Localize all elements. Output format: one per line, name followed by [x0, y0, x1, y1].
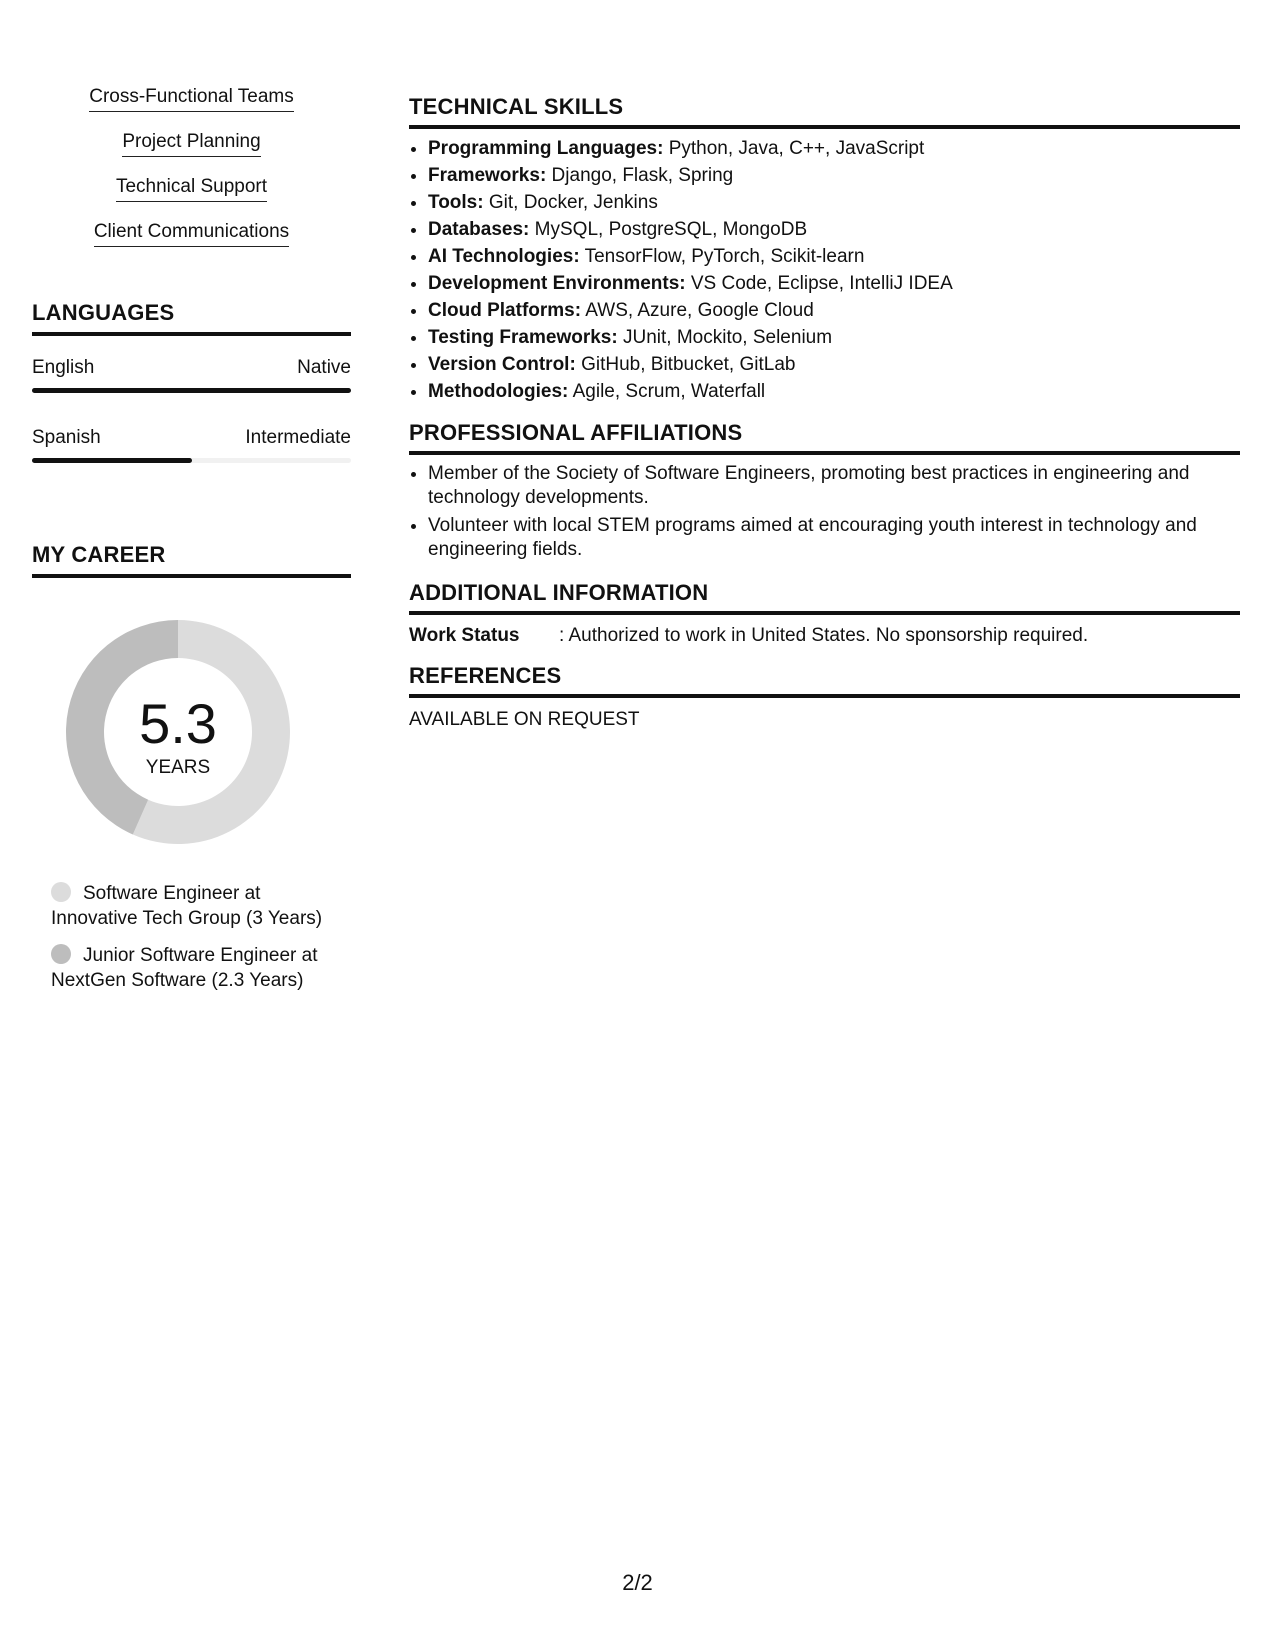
language-item — [32, 427, 351, 463]
list-item: • Member of the Society of Software Engineers, promoting best practices in engineering and technology developments. — [428, 462, 1259, 510]
affiliations-heading: PROFESSIONAL AFFILIATIONS — [409, 420, 1240, 455]
language-proficiency-fill — [32, 458, 192, 463]
language-name: English — [32, 357, 95, 378]
list-item — [428, 189, 1259, 216]
legend-label: Junior Software Engineer at NextGen Software (2.3 Years) — [51, 945, 318, 991]
list-item — [428, 378, 1259, 405]
career-legend-item — [51, 881, 351, 931]
list-item: • Volunteer with local STEM programs aimed at encouraging youth interest in technology and engineering fields. — [428, 514, 1259, 562]
skill-category: Testing Frameworks: — [428, 327, 618, 348]
references-heading: REFERENCES — [409, 663, 1240, 698]
list-item — [428, 216, 1259, 243]
list-item — [428, 135, 1259, 162]
additional-info-heading: ADDITIONAL INFORMATION — [409, 580, 1240, 615]
list-item — [428, 243, 1259, 270]
affiliations-list — [409, 462, 1259, 566]
skill-category: Version Control: — [428, 354, 576, 375]
career-legend-item — [51, 943, 351, 993]
language-name: Spanish — [32, 427, 101, 448]
language-level: Intermediate — [245, 427, 351, 448]
skill-tag: Project Planning — [122, 131, 260, 157]
skill-values: AWS, Azure, Google Cloud — [581, 300, 814, 321]
language-proficiency-bar — [32, 458, 351, 463]
skill-category: Frameworks: — [428, 165, 547, 186]
skill-tags — [32, 86, 351, 266]
work-status-row — [409, 625, 1240, 647]
skill-category: Programming Languages: — [428, 138, 664, 159]
skill-values: VS Code, Eclipse, IntelliJ IDEA — [685, 273, 953, 294]
skill-values: Git, Docker, Jenkins — [483, 192, 658, 213]
skill-category: Cloud Platforms: — [428, 300, 582, 321]
work-status-value: : Authorized to work in United States. No sponsorship required. — [559, 625, 1089, 646]
career-total-value: 5.3 — [139, 692, 217, 755]
skill-values: MySQL, PostgreSQL, MongoDB — [529, 219, 808, 240]
technical-skills-heading: TECHNICAL SKILLS — [409, 94, 1240, 129]
career-heading: MY CAREER — [32, 542, 351, 578]
skill-values: Agile, Scrum, Waterfall — [568, 381, 766, 402]
work-status-label: Work Status — [409, 625, 520, 646]
career-total-unit: YEARS — [145, 757, 211, 778]
language-proficiency-fill — [32, 388, 351, 393]
skill-values: GitHub, Bitbucket, GitLab — [575, 354, 796, 375]
skill-tag: Client Communications — [94, 221, 289, 247]
legend-dot-icon — [51, 882, 71, 902]
skill-values: Python, Java, C++, JavaScript — [663, 138, 925, 159]
skill-tag: Technical Support — [116, 176, 267, 202]
skill-category: Tools: — [428, 192, 484, 213]
career-donut-chart — [66, 620, 290, 844]
skill-values: TensorFlow, PyTorch, Scikit-learn — [579, 246, 865, 267]
language-proficiency-bar — [32, 388, 351, 393]
language-level: Native — [297, 357, 351, 378]
list-item — [428, 351, 1259, 378]
page-number: 2/2 — [622, 1570, 653, 1595]
list-item — [428, 324, 1259, 351]
skill-category: Methodologies: — [428, 381, 569, 402]
skill-values: Django, Flask, Spring — [546, 165, 734, 186]
references-text: AVAILABLE ON REQUEST — [409, 709, 640, 730]
legend-label: Software Engineer at Innovative Tech Group (3 Years) — [51, 883, 323, 929]
legend-dot-icon — [51, 944, 71, 964]
language-item — [32, 357, 351, 393]
list-item — [428, 162, 1259, 189]
skill-category: Development Environments: — [428, 273, 686, 294]
skill-values: JUnit, Mockito, Selenium — [617, 327, 833, 348]
list-item — [428, 270, 1259, 297]
languages-heading: LANGUAGES — [32, 300, 351, 336]
skill-category: Databases: — [428, 219, 530, 240]
technical-skills-list — [409, 135, 1259, 405]
list-item — [428, 297, 1259, 324]
skill-tag: Cross-Functional Teams — [89, 86, 294, 112]
skill-category: AI Technologies: — [428, 246, 580, 267]
